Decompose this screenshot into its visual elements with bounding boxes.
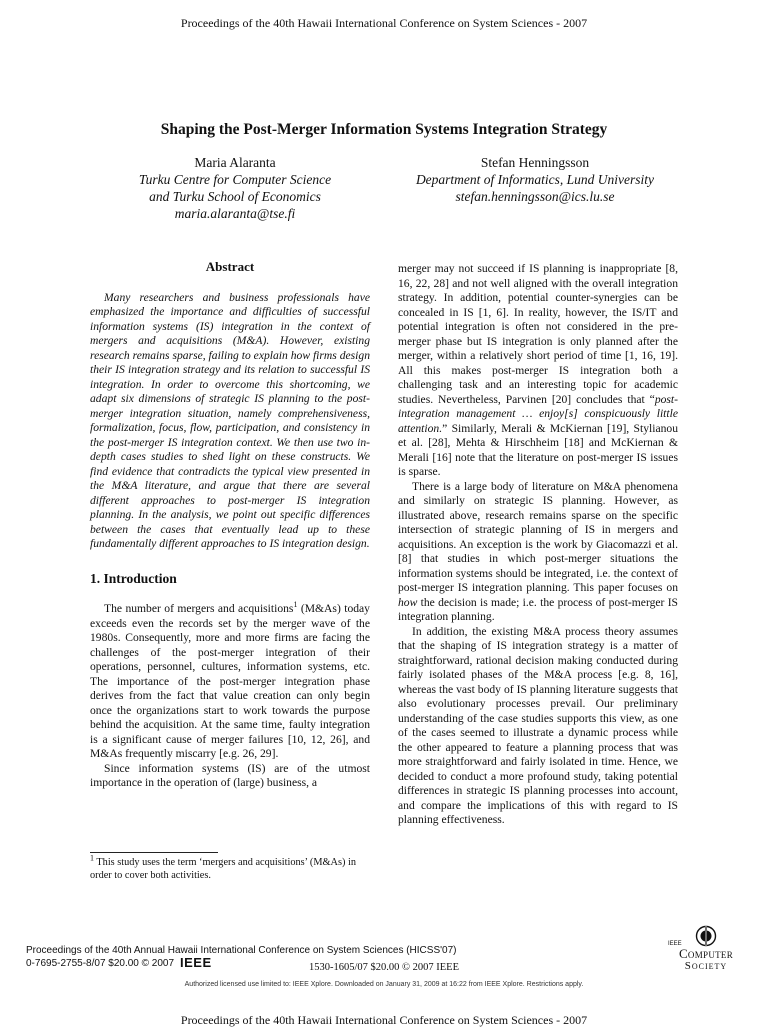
cs-logo-ieee-text: IEEE (668, 941, 682, 947)
right-column (398, 262, 678, 828)
emphasis: how (398, 595, 418, 609)
author-block-1 (100, 154, 370, 222)
abstract-text: Many researchers and business professionals have emphasized the importance and difficulties of successful information systems (IS) integration in the context of mergers and acquisitions (M&A). However, existing research remains sparse, failing to explain how firms design their IS integration strategy and its relation to successful IS integration. In order to overcome this shortcoming, we adapt six dimensions of strategic IS planning to the post-merger integration situation, namely comprehensiveness, formalization, focus, flow, participation, and consistency in the post-merger IS integration context. We then use two in-depth cases studies to shed light on these constructs. We find evidence that contradicts the typical view presented in the M&A literature, and argue that there are several different approaches to post-merger IS integration planning. In the analysis, we point out specific differences between the cases that eventually lead up to these fundamentally different approaches to IS integration design. (90, 290, 370, 550)
footer-isbn: 0-7695-2755-8/07 $20.00 © 2007 (26, 958, 175, 969)
quotation: post-integration management … enjoy[s] conspicuously little attention. (398, 392, 678, 435)
intro-paragraph: The number of mergers and acquisitions$^1$ (M&As) today exceeds even the records set by the merger wave of the 1980s. Consequently, more and more firms are facing the challenges of the post-merger integration of their operations, personnel, cultures, information systems, etc. The importance of the post-merger integration phase derives from the fact that value creation can only begin once the organizations start to work towards the purpose behind the acquisition. At the same time, faulty integration is a significant cause of merger failures [10, 12, 26], and M&As frequently miscarry [e.g. 26, 29]. (90, 600, 370, 760)
author-affiliation: Turku Centre for Computer Science (138, 172, 332, 187)
intro-paragraph: Since information systems (IS) are of the utmost importance in the operation of (large) business, a (90, 761, 370, 789)
author-email[interactable]: stefan.henningsson@ics.lu.se (455, 189, 615, 204)
footnote-marker: 1 (90, 853, 94, 863)
computer-society-logo (664, 925, 748, 972)
body-paragraph: merger may not succeed if IS planning is inappropriate [8, 16, 22, 28] and not well aligned with the overall integration strategy. In addition, potential counter-synergies can be concealed in IS [1, 6]. In reality, however, the IS/IT and potential integration is often not considered in the pre-merger phase but IS integration is only planned after the merger, within a relatively short period of time [1, 16, 19]. All this makes post-merger IS integration both a challenging task and an interesting topic for academic studies. Nevertheless, Parvinen [20] concludes that “post-integration management … enjoy[s] conspicuously little attention.” Similarly, Merali & McKiernan [19], Stylianou et al. [28], Mehta & Hirschheim [18] and McKiernan & Merali [16] note that the literature on post-merger IS issues is sparse. (398, 262, 678, 478)
body-paragraph: There is a large body of literature on M&A phenomena and similarly on strategic IS planning. However, as illustrated above, research remains sparse on the specific intersection of strategic planning of IS in mergers and acquisitions. An exception is the work by Giacomazzi et al. [8] that studies in which post-merger situations the information systems should be integrated, i.e. the context of post-merger IS integration planning. This paper focuses on how the decision is made; i.e. the process of post-merger IS integration planning. (398, 479, 678, 623)
author-affiliation: and Turku School of Economics (149, 189, 321, 204)
cs-logo-line1: Computer (678, 946, 734, 961)
author-email[interactable]: maria.alaranta@tse.fi (174, 206, 296, 221)
cs-logo-line2: Society (684, 960, 728, 972)
computer-society-emblem-icon (693, 925, 719, 947)
footnote: $^1$ This study uses the term ‘mergers and acquisitions’ (M&As) in order to cover both activities. (90, 853, 356, 881)
author-name: Stefan Henningsson (480, 155, 590, 170)
running-head: Proceedings of the 40th Hawaii International Conference on System Sciences - 2007 (180, 16, 588, 30)
footer-conference: Proceedings of the 40th Annual Hawaii International Conference on System Sciences (HICSS'07) (26, 945, 457, 956)
license-notice: Authorized licensed use limited to: IEEE Xplore. Downloaded on January 31, 2009 at 16:22 from IEEE Xplore. Restrictions apply. (184, 981, 584, 988)
author-name: Maria Alaranta (194, 155, 276, 170)
paper-title: Shaping the Post-Merger Information Systems Integration Strategy (160, 121, 608, 138)
author-affiliation: Department of Informatics, Lund University (415, 172, 655, 187)
abstract-heading: Abstract (205, 259, 255, 274)
ieee-logo: IEEE (180, 955, 212, 970)
section-heading-introduction: 1. Introduction (90, 570, 177, 586)
left-column (90, 260, 370, 791)
footer-issn: 1530-1605/07 $20.00 © 2007 IEEE (308, 962, 459, 973)
running-foot: Proceedings of the 40th Hawaii International Conference on System Sciences - 2007 (180, 1013, 588, 1027)
footnote-rule (90, 852, 218, 853)
body-paragraph: In addition, the existing M&A process theory assumes that the shaping of IS integration strategy is a matter of straightforward, rational decision making conducted during fairly isolated phases of the M&A process [e.g. 8, 16], whereas the vast body of IS planning literature suggests that also evolutionary processes prevail. Our preliminary understanding of the case studies supports this view, as one of the cases seemed to illustrate a dynamic process while the other appeared to feature a planning process that was more straightforward and fairly isolated in time. Hence, we decided to conduct a more profound study, taking potential differences in strategic IS planning processes into account, and compare the implications of this with regard to IS planning effectiveness. (398, 624, 678, 826)
footnote-marker[interactable]: 1 (293, 600, 298, 610)
author-block-2 (390, 154, 680, 205)
